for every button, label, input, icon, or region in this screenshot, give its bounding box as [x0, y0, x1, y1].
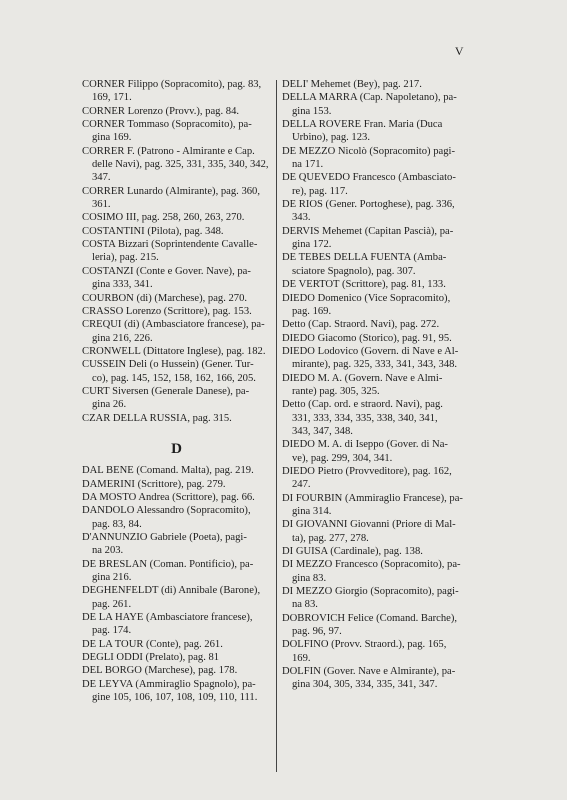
entry-continuation-line: 343. — [292, 212, 311, 224]
entry-line: DI GIOVANNI Giovanni (Priore di Mal- — [282, 519, 456, 531]
index-entry — [282, 118, 474, 145]
entry-continuation-line: ta), pag. 277, 278. — [292, 532, 369, 544]
entry-line: DE LA TOUR (Conte), pag. 261. — [82, 638, 223, 650]
entry-line: DA MOSTO Andrea (Scrittore), pag. 66. — [82, 491, 255, 503]
entry-line: DE MEZZO Nicolò (Sopracomito) pagi- — [282, 145, 455, 157]
index-entry — [282, 492, 474, 519]
index-entry — [82, 118, 272, 145]
index-entry — [82, 664, 272, 677]
entry-continuation-line: na 83. — [292, 599, 318, 611]
entry-continuation-line: gina 216, 226. — [92, 332, 153, 344]
index-entry — [82, 412, 272, 425]
entry-line: DIEDO Lodovico (Govern. di Nave e Al- — [282, 345, 459, 357]
entry-continuation-line: gina 26. — [92, 399, 127, 411]
entry-continuation-line: gina 216. — [92, 572, 132, 584]
entry-line: DIEDO M. A. di Iseppo (Gover. di Na- — [282, 439, 448, 451]
index-entry — [82, 78, 272, 105]
left-column — [82, 78, 272, 704]
index-entry — [282, 558, 474, 585]
index-entry — [82, 638, 272, 651]
index-entry — [282, 372, 474, 399]
entry-line: DE BRESLAN (Coman. Pontificio), pa- — [82, 558, 254, 570]
entry-line: CORRER F. (Patrono - Almirante e Cap. — [82, 145, 255, 157]
entry-continuation-line: na 171. — [292, 159, 324, 171]
index-entry — [82, 478, 272, 491]
entry-line: CRONWELL (Dittatore Inglese), pag. 182. — [82, 345, 266, 357]
index-entry — [82, 464, 272, 477]
index-entry — [82, 345, 272, 358]
entry-continuation-line: leria), pag. 215. — [92, 252, 159, 264]
entry-line: DIEDO M. A. (Govern. Nave e Almi- — [282, 372, 443, 384]
entry-line: CORNER Lorenzo (Provv.), pag. 84. — [82, 105, 240, 117]
index-entry — [82, 305, 272, 318]
page-number: V — [454, 44, 464, 58]
entry-line: DE TEBES DELLA FUENTA (Amba- — [282, 252, 447, 264]
entry-continuation-line: gine 105, 106, 107, 108, 109, 110, 111. — [92, 692, 258, 704]
entry-line: COSIMO III, pag. 258, 260, 263, 270. — [82, 212, 245, 224]
index-entry — [282, 198, 474, 225]
index-entry — [82, 358, 272, 385]
entry-line: DEGHENFELDT (di) Annibale (Barone), — [82, 585, 261, 597]
index-entry — [82, 318, 272, 345]
entry-continuation-line: 343, 347, 348. — [292, 425, 353, 437]
index-entry — [82, 238, 272, 265]
index-entry — [282, 145, 474, 172]
entry-continuation-line: mirante), pag. 325, 333, 341, 343, 348. — [292, 359, 458, 371]
entry-line: DOLFINO (Provv. Straord.), pag. 165, — [282, 639, 447, 651]
entry-line: CORNER Filippo (Sopracomito), pag. 83, — [82, 79, 262, 90]
entry-line: CREQUI (di) (Ambasciatore francese), pa- — [82, 319, 265, 331]
entry-continuation-line: gina 169. — [92, 132, 132, 144]
entry-continuation-line: ve), pag. 299, 304, 341. — [292, 452, 393, 464]
entry-continuation-line: rante) pag. 305, 325. — [292, 385, 380, 397]
entry-continuation-line: 361. — [92, 199, 111, 211]
index-entry — [82, 105, 272, 118]
index-entry — [82, 531, 272, 558]
index-entry — [282, 518, 474, 545]
entry-line: DI FOURBIN (Ammiraglio Francese), pa- — [282, 492, 463, 504]
index-entry — [282, 78, 474, 91]
index-entry — [82, 385, 272, 412]
right-column — [282, 78, 474, 692]
index-entry — [82, 185, 272, 212]
entry-line: DIEDO Domenico (Vice Sopracomito), — [282, 292, 451, 304]
entry-line: CRASSO Lorenzo (Scrittore), pag. 153. — [82, 305, 252, 317]
entry-line: DOBROVICH Felice (Comand. Barche), — [282, 612, 458, 624]
entry-line: DELI' Mehemet (Bey), pag. 217. — [282, 79, 422, 90]
entry-continuation-line: gina 333, 341. — [92, 279, 153, 291]
entry-continuation-line: pag. 83, 84. — [92, 518, 142, 530]
entry-line: CUSSEIN Deli (o Hussein) (Gener. Tur- — [82, 359, 254, 371]
entry-line: CZAR DELLA RUSSIA, pag. 315. — [82, 412, 232, 424]
column-divider — [276, 80, 277, 772]
index-entry — [82, 225, 272, 238]
index-entry — [82, 292, 272, 305]
index-entry — [82, 504, 272, 531]
index-entry — [82, 651, 272, 664]
entry-line: DIEDO Giacomo (Storico), pag. 91, 95. — [282, 332, 452, 344]
entry-continuation-line: 247. — [292, 479, 311, 491]
index-entry — [282, 318, 474, 331]
entry-line: DE QUEVEDO Francesco (Ambasciato- — [282, 172, 456, 184]
entry-line: DEL BORGO (Marchese), pag. 178. — [82, 665, 238, 677]
entry-continuation-line: re), pag. 117. — [292, 185, 348, 197]
entry-line: DE VERTOT (Scrittore), pag. 81, 133. — [282, 279, 446, 291]
entry-continuation-line: gina 153. — [292, 105, 332, 117]
entry-continuation-line: Urbino), pag. 123. — [292, 132, 370, 144]
entry-line: DAL BENE (Comand. Malta), pag. 219. — [82, 465, 254, 477]
index-entry — [282, 225, 474, 252]
entry-continuation-line: delle Navi), pag. 325, 331, 335, 340, 342, — [92, 159, 269, 171]
entry-line: DAMERINI (Scrittore), pag. 279. — [82, 478, 226, 490]
entry-line: CORNER Tommaso (Sopracomito), pa- — [82, 119, 252, 131]
entry-line: DELLA MARRA (Cap. Napoletano), pa- — [282, 92, 457, 104]
entry-line: DI GUISA (Cardinale), pag. 138. — [282, 546, 423, 558]
entry-line: COSTANTINI (Pilota), pag. 348. — [82, 225, 224, 237]
entry-line: CURT Siversen (Generale Danese), pa- — [82, 385, 250, 397]
index-entry — [82, 265, 272, 292]
entry-line: DE RIOS (Gener. Portoghese), pag. 336, — [282, 199, 455, 211]
entry-continuation-line: 169, 171. — [92, 92, 132, 104]
entry-line: Detto (Cap. Straord. Navi), pag. 272. — [282, 319, 440, 331]
entry-continuation-line: sciatore Spagnolo), pag. 307. — [292, 265, 416, 277]
entry-continuation-line: 347. — [92, 172, 111, 184]
entry-line: DI MEZZO Francesco (Sopracomito), pa- — [282, 559, 461, 571]
index-entry — [82, 211, 272, 224]
entry-continuation-line: gina 83. — [292, 572, 327, 584]
entry-line: DI MEZZO Giorgio (Sopracomito), pagi- — [282, 586, 459, 598]
index-entry — [282, 171, 474, 198]
index-entry — [282, 398, 474, 438]
entries-d-list — [82, 464, 272, 704]
index-entry — [282, 665, 474, 692]
index-entry — [282, 332, 474, 345]
entry-line: Detto (Cap. ord. e straord. Navi), pag. — [282, 399, 443, 411]
index-entry — [82, 491, 272, 504]
index-entry — [82, 611, 272, 638]
entry-line: DE LA HAYE (Ambasciatore francese), — [82, 612, 253, 624]
index-entry — [282, 278, 474, 291]
entry-continuation-line: 331, 333, 334, 335, 338, 340, 341, — [292, 412, 438, 424]
entry-line: DEGLI ODDI (Prelato), pag. 81 — [82, 652, 220, 664]
entry-line: DANDOLO Alessandro (Sopracomito), — [82, 505, 251, 517]
index-entry — [282, 251, 474, 278]
section-letter-d: D — [171, 440, 183, 457]
entry-continuation-line: gina 304, 305, 334, 335, 341, 347. — [292, 679, 438, 691]
entry-continuation-line: co), pag. 145, 152, 158, 162, 166, 205. — [92, 372, 256, 384]
index-entry — [282, 585, 474, 612]
entry-line: DOLFIN (Gover. Nave e Almirante), pa- — [282, 666, 456, 678]
index-entry — [282, 612, 474, 639]
entry-continuation-line: pag. 96, 97. — [292, 626, 342, 638]
entry-continuation-line: gina 172. — [292, 239, 332, 251]
entries-c-list — [82, 78, 272, 425]
entry-line: DE LEYVA (Ammiraglio Spagnolo), pa- — [82, 678, 256, 690]
index-entry — [82, 584, 272, 611]
index-entry — [82, 558, 272, 585]
index-entry — [282, 438, 474, 465]
index-entry — [282, 545, 474, 558]
entry-line: COURBON (di) (Marchese), pag. 270. — [82, 292, 248, 304]
index-entry — [82, 145, 272, 185]
entries-right-list — [282, 78, 474, 692]
index-entry — [282, 91, 474, 118]
entry-continuation-line: na 203. — [92, 545, 124, 557]
index-entry — [282, 345, 474, 372]
index-entry — [282, 465, 474, 492]
entry-line: DELLA ROVERE Fran. Maria (Duca — [282, 119, 443, 131]
index-entry — [282, 292, 474, 319]
entry-line: COSTA Bizzari (Soprintendente Cavalle- — [82, 239, 258, 251]
entry-continuation-line: gina 314. — [292, 506, 332, 517]
entry-line: COSTANZI (Conte e Gover. Nave), pa- — [82, 265, 251, 277]
entry-continuation-line: 169. — [292, 652, 311, 664]
index-entry — [82, 678, 272, 705]
entry-continuation-line: pag. 174. — [92, 625, 132, 637]
entry-line: DIEDO Pietro (Provveditore), pag. 162, — [282, 465, 452, 477]
entry-continuation-line: pag. 261. — [92, 598, 132, 610]
entry-continuation-line: pag. 169. — [292, 305, 332, 317]
entry-line: CORRER Lunardo (Almirante), pag. 360, — [82, 185, 261, 197]
entry-line: D'ANNUNZIO Gabriele (Poeta), pagi- — [82, 532, 247, 543]
entry-line: DERVIS Mehemet (Capitan Pascià), pa- — [282, 225, 454, 237]
index-entry — [282, 638, 474, 665]
